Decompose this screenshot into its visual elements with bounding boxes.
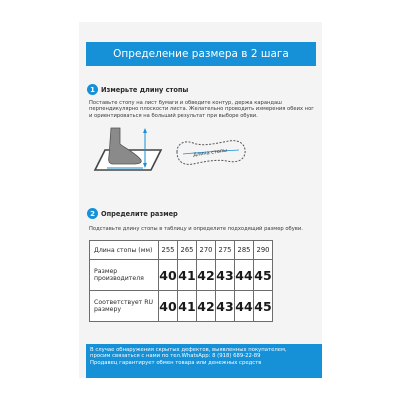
table-cell: 41 <box>178 260 197 291</box>
footer-line: В случае обнаружения скрытых дефектов, выявленных покупателем, <box>90 347 287 353</box>
table-cell: 40 <box>159 291 178 322</box>
table-cell: 45 <box>254 291 273 322</box>
table-cell: 265 <box>178 241 197 260</box>
size-table <box>89 240 273 322</box>
footer-line: Продавец гарантирует обмен товара или денежных средств <box>90 359 262 366</box>
step2-heading <box>87 208 178 219</box>
footer-notice <box>86 344 322 378</box>
ruler-arrow-top <box>143 128 147 133</box>
table-cell: 41 <box>178 291 197 322</box>
table-cell: 255 <box>159 241 178 260</box>
size-guide-card <box>79 22 322 378</box>
table-cell: 44 <box>235 291 254 322</box>
step2-number-badge: 2 <box>87 208 98 219</box>
table-cell: 43 <box>216 260 235 291</box>
row-label: Размер производителя <box>90 260 159 291</box>
foot-shape <box>109 128 142 164</box>
table-cell: 42 <box>197 291 216 322</box>
step1-number-badge: 1 <box>87 84 98 95</box>
step2-heading-text: Определите размер <box>101 209 178 218</box>
table-cell: 43 <box>216 291 235 322</box>
foot-on-paper-illustration <box>89 124 165 174</box>
table-row <box>90 241 273 260</box>
table-row <box>90 291 273 322</box>
row-label: Длина стопы (мм) <box>90 241 159 260</box>
table-cell: 42 <box>197 260 216 291</box>
step1-heading-text: Измерьте длину стопы <box>101 85 189 94</box>
step1-heading <box>87 84 188 95</box>
table-cell: 290 <box>254 241 273 260</box>
table-row <box>90 260 273 291</box>
table-cell: 270 <box>197 241 216 260</box>
table-cell: 275 <box>216 241 235 260</box>
footer-line: просим связаться с нами по тел.WhatsApp: 8 (918) 689-22-89 <box>90 353 261 360</box>
page-title: Определение размера в 2 шага <box>113 48 289 60</box>
table-cell: 45 <box>254 260 273 291</box>
table-cell: 285 <box>235 241 254 260</box>
title-banner <box>86 42 316 66</box>
table-cell: 44 <box>235 260 254 291</box>
row-label: Соответствует RU размеру <box>90 291 159 322</box>
table-cell: 40 <box>159 260 178 291</box>
step1-description: Поставьте стопу на лист бумаги и обведите контур, держа карандаш перпендикулярно плоскости листа. Желательно проводить измерения обеих ног и ориентироваться на больший результат при выборе обуви. <box>89 100 314 119</box>
sole-length-label: Длина стопы <box>192 147 228 159</box>
step2-description: Подставьте длину стопы в таблицу и определите подходящий размер обуви. <box>89 226 303 232</box>
